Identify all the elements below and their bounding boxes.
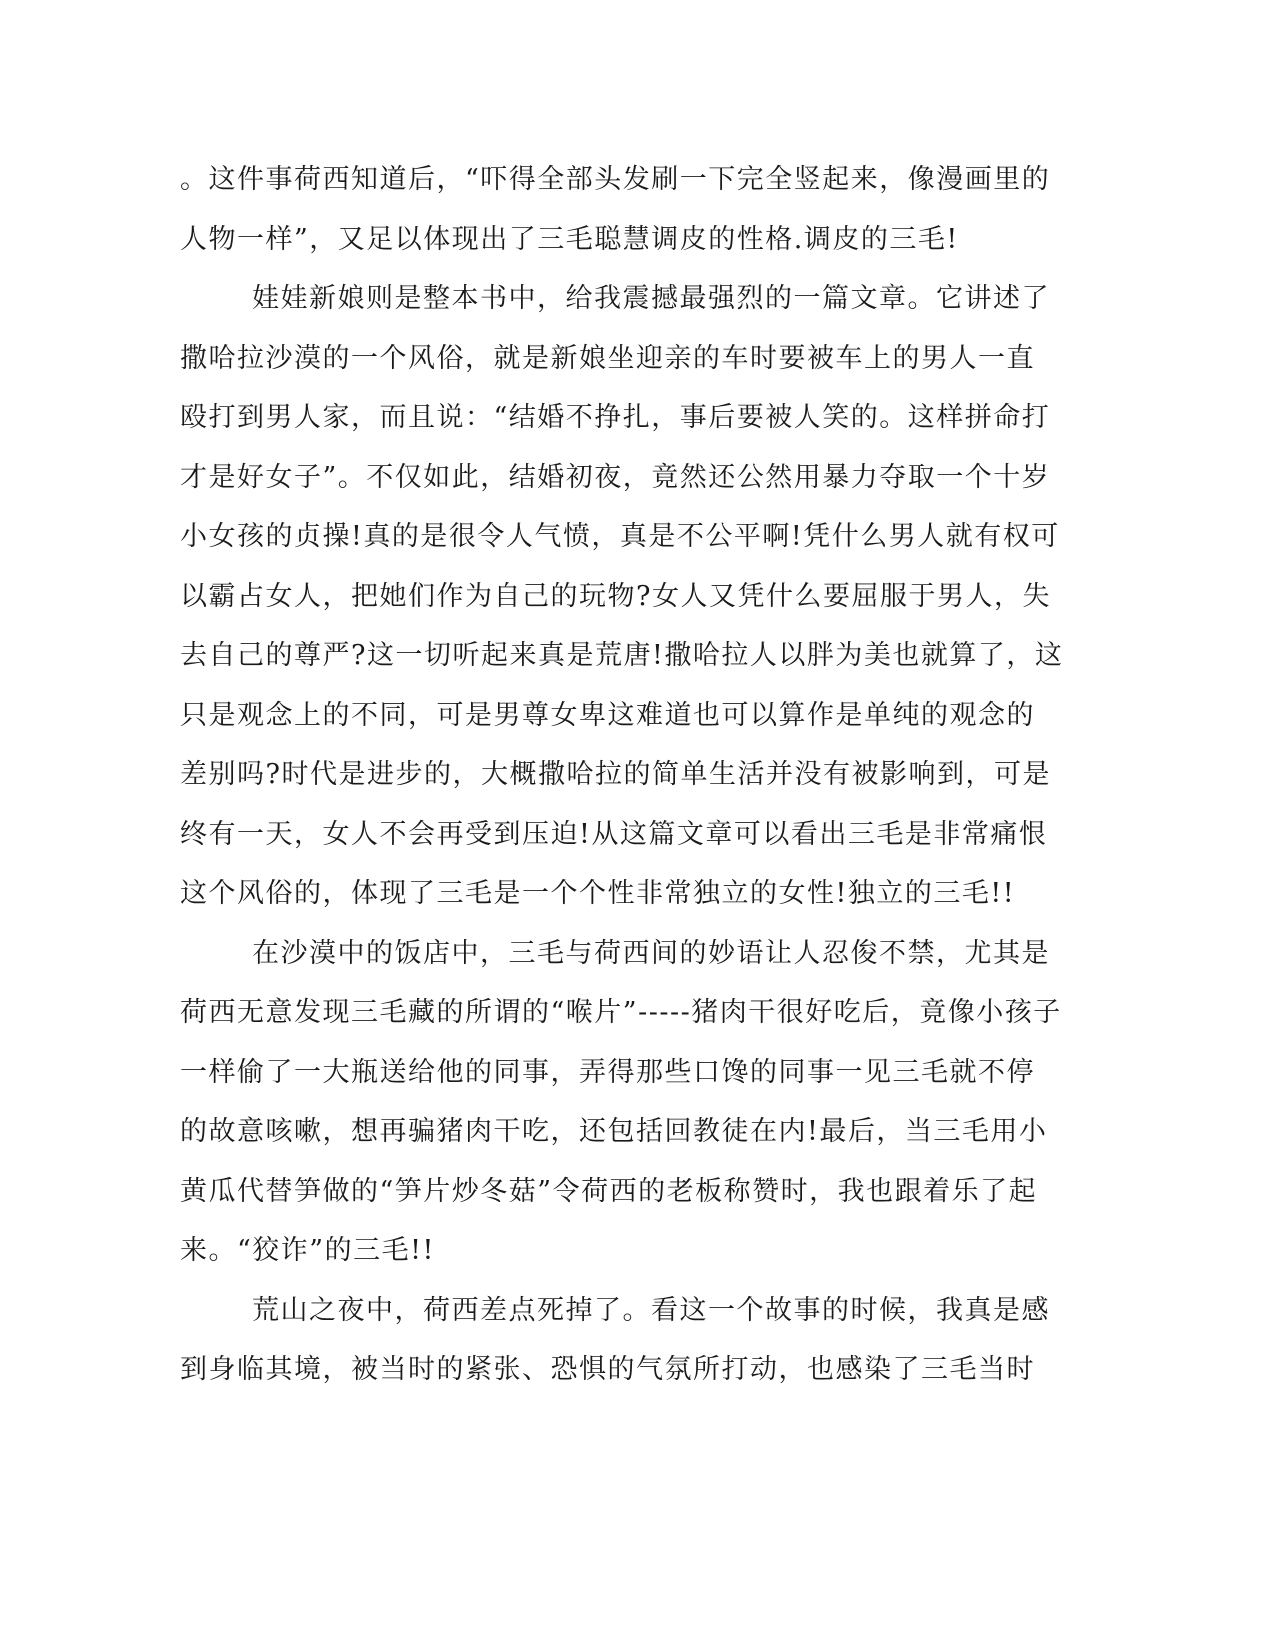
text-line: 这个风俗的，体现了三毛是一个个性非常独立的女性!独立的三毛!! (180, 878, 1016, 909)
text-line: 只是观念上的不同，可是男尊女卑这难道也可以算作是单纯的观念的 (180, 699, 1035, 731)
text-line: 小女孩的贞操!真的是很令人气愤，真是不公平啊!凭什么男人就有权可 (180, 521, 1060, 552)
text-line: 去自己的尊严?这一切听起来真是荒唐!撒哈拉人以胖为美也就算了，这 (180, 640, 1064, 671)
text-line: 到身临其境，被当时的紧张、恐惧的气氛所打动，也感染了三毛当时 (180, 1354, 1035, 1385)
paragraph-start-line: 娃娃新娘则是整本书中，给我震撼最强烈的一篇文章。它讲述了 (252, 283, 1050, 314)
text-line: 荷西无意发现三毛藏的所谓的“喉片”-----猪肉干很好吃后，竟像小孩子 (180, 997, 1062, 1028)
text-line: 以霸占女人，把她们作为自己的玩物?女人又凭什么要屈服于男人，失 (180, 580, 1051, 612)
text-line: 终有一天，女人不会再受到压迫!从这篇文章可以看出三毛是非常痛恨 (180, 818, 1048, 850)
text-line: 的故意咳嗽，想再骗猪肉干吃，还包括回教徒在内!最后，当三毛用小 (180, 1116, 1048, 1147)
text-line: 才是好女子”。不仅如此，结婚初夜，竟然还公然用暴力夺取一个十岁 (180, 461, 1051, 493)
text-line: 来。“狡诈”的三毛!! (180, 1235, 435, 1266)
text-line: 撒哈拉沙漠的一个风俗，就是新娘坐迎亲的车时要被车上的男人一直 (180, 342, 1035, 374)
text-line: 黄瓜代替笋做的“笋片炒冬菇”令荷西的老板称赞时，我也跟着乐了起 (180, 1175, 1038, 1207)
body-text (180, 150, 1064, 1400)
paragraph-start-line: 在沙漠中的饭店中，三毛与荷西间的妙语让人忍俊不禁，尤其是 (252, 937, 1050, 969)
text-line: 。这件事荷西知道后，“吓得全部头发刷一下完全竖起来，像漫画里的 (180, 164, 1051, 195)
text-line: 一样偷了一大瓶送给他的同事，弄得那些口馋的同事一见三毛就不停 (180, 1056, 1035, 1088)
paragraph-start-line: 荒山之夜中，荷西差点死掉了。看这一个故事的时候，我真是感 (252, 1294, 1050, 1326)
text-line: 差别吗?时代是进步的，大概撒哈拉的简单生活并没有被影响到，可是 (180, 759, 1051, 790)
text-line: 人物一样”，又足以体现出了三毛聪慧调皮的性格.调皮的三毛! (180, 223, 959, 255)
text-line: 殴打到男人家，而且说：“结婚不挣扎，事后要被人笑的。这样拼命打 (180, 402, 1051, 433)
